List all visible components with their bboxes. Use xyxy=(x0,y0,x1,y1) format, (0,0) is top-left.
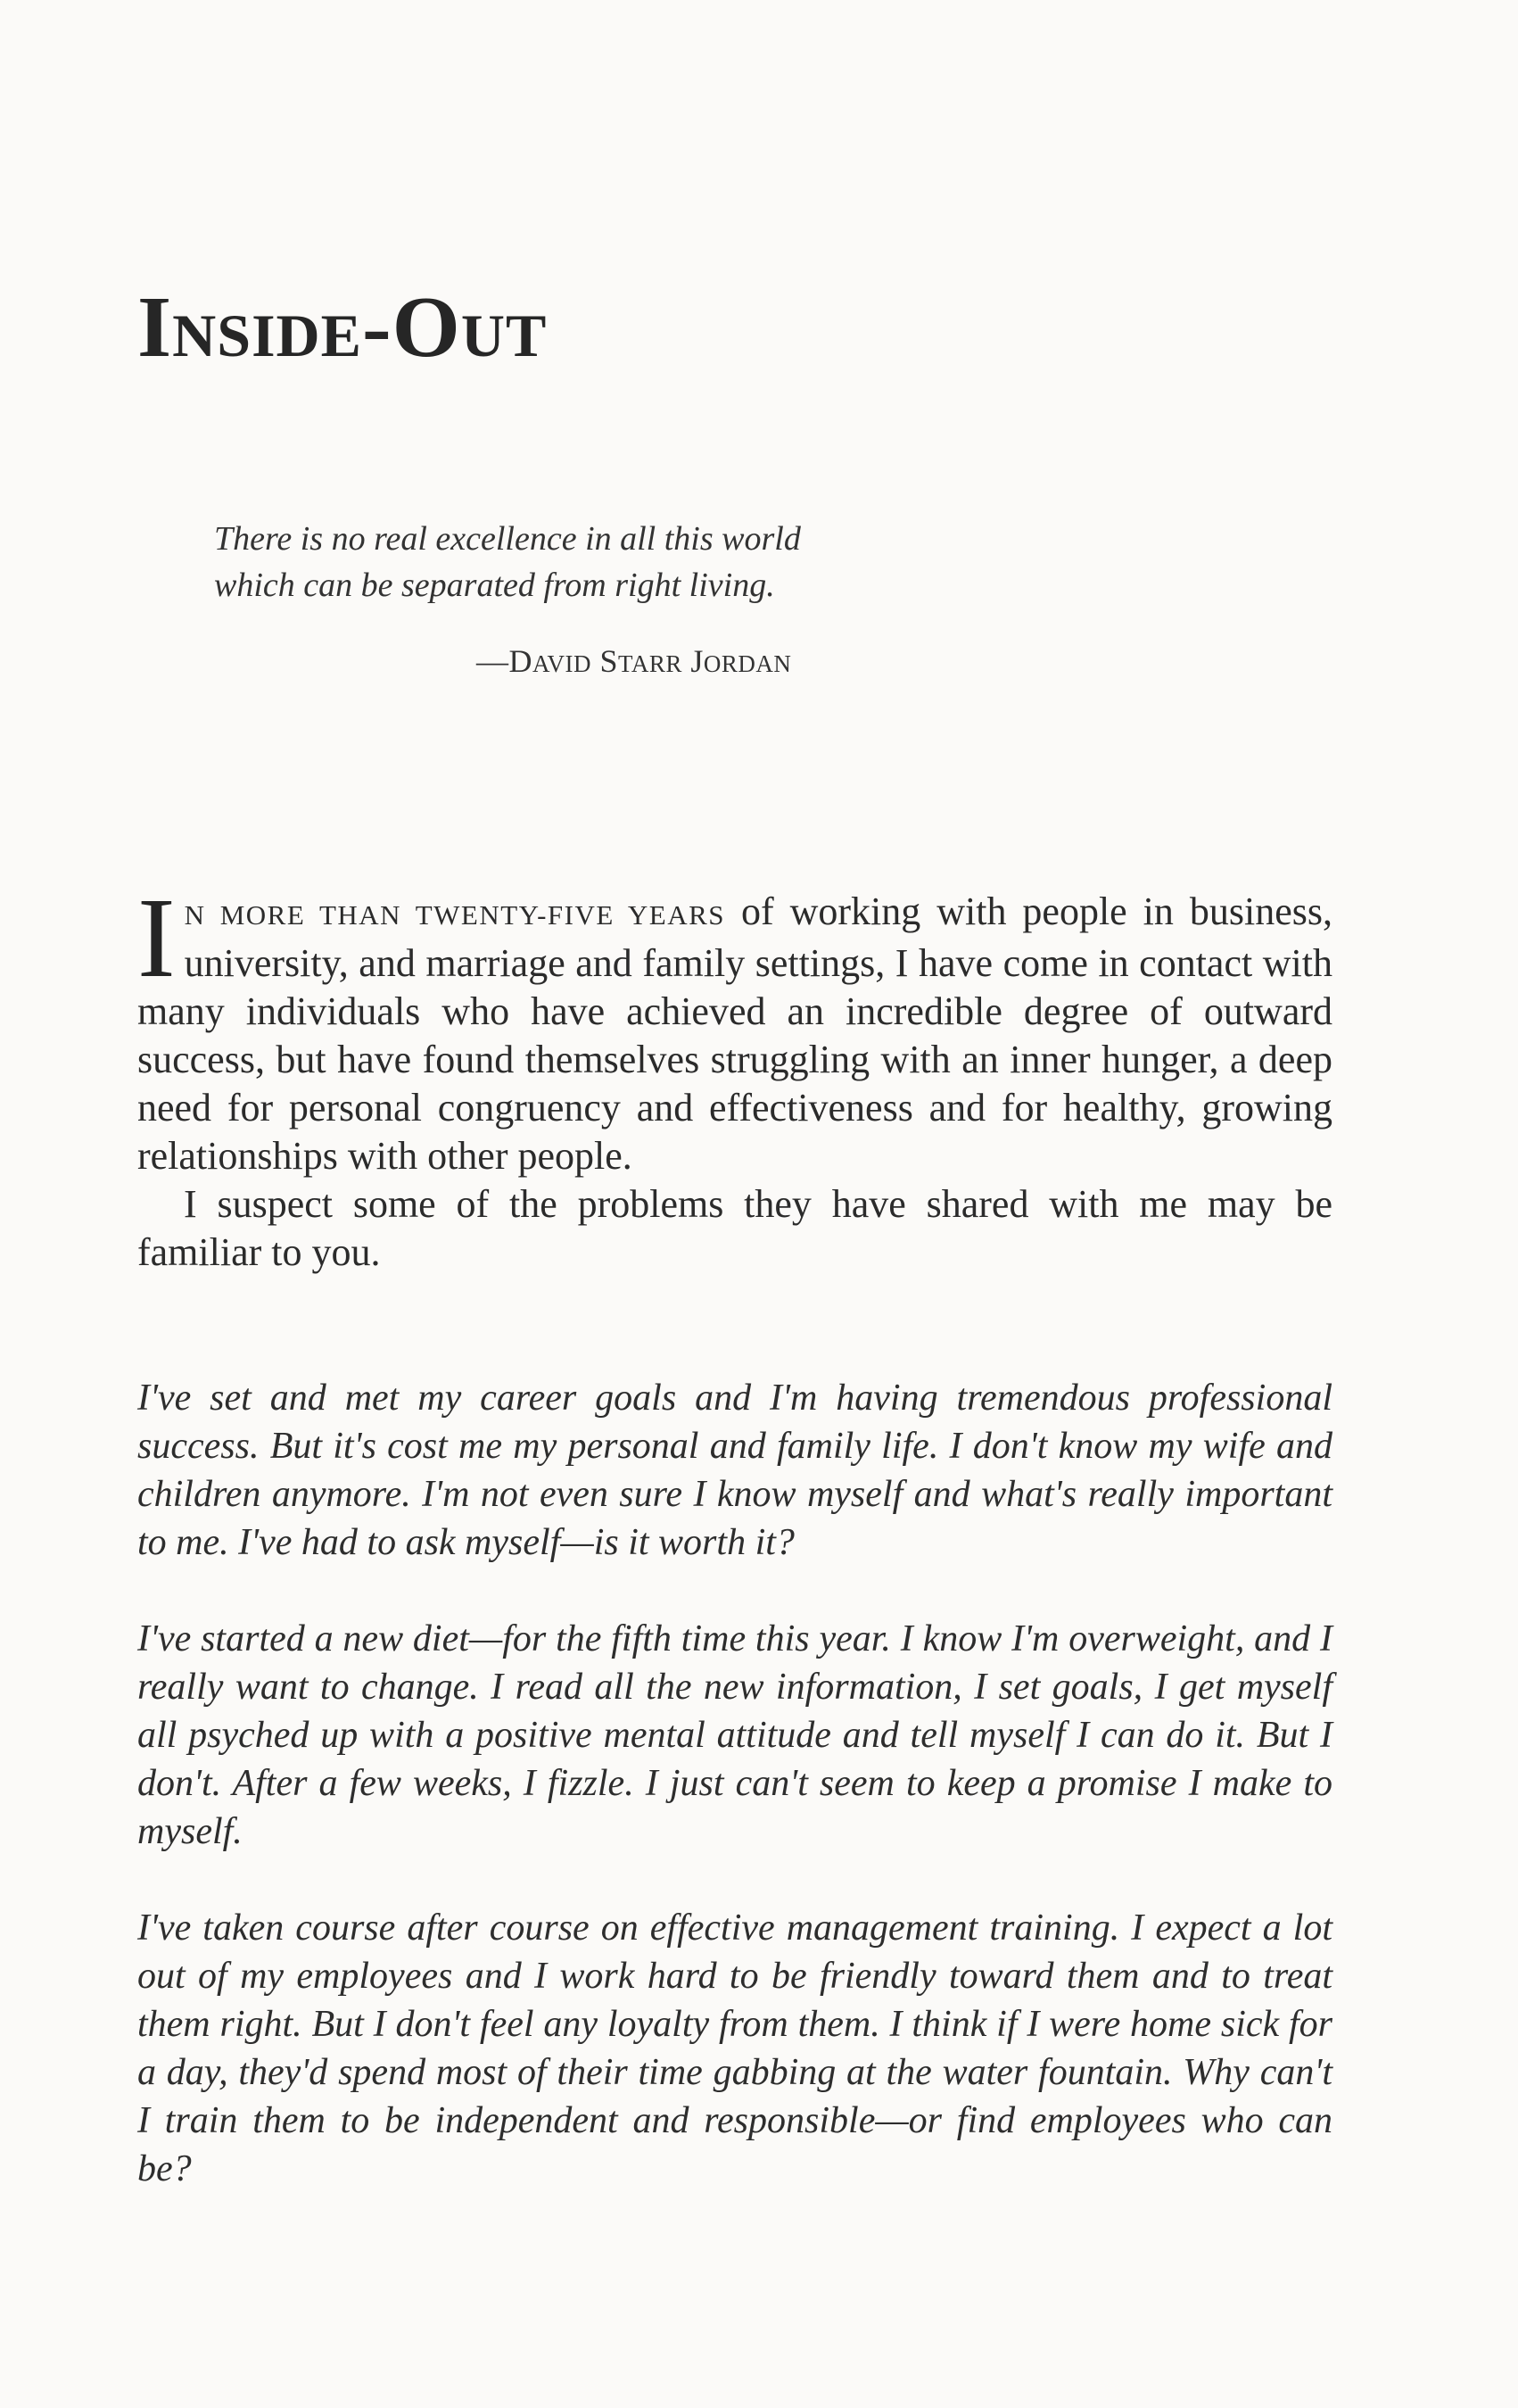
author-last-rest: ORDAN xyxy=(703,650,792,677)
author-middle-rest: TARR xyxy=(618,650,682,677)
chapter-title xyxy=(137,279,548,376)
lead-in-small-caps: N MORE THAN TWENTY-FIVE YEARS xyxy=(184,899,726,931)
paragraph-opening-text: of working with people in business, university, and marriage and family settings, I have come in contact with many individuals who have achieved an incredible degree of outward success, but have found themselves struggling with an inner hunger, a deep need for personal congruency and effectiveness and for healthy, growing relationships with other people. xyxy=(137,890,1332,1178)
author-first-rest: AVID xyxy=(532,650,592,677)
epigraph-quote xyxy=(214,516,892,608)
paragraph-second: I suspect some of the problems they have shared with me may be familiar to you. xyxy=(137,1182,1332,1274)
author-last-initial: J xyxy=(690,643,704,679)
quote-career: I've set and met my career goals and I'm having tremendous professional success. But it's cost me my personal and family life. I don't know my wife and children anymore. I'm not even sure I know myself and what's really important to me. I've had to ask myself—is it worth it? xyxy=(137,1378,1332,1563)
quote-diet: I've started a new diet—for the fifth time this year. I know I'm overweight, and I really want to change. I read all the new information, I set goals, I get myself all psyched up with a positive mental attitude and tell myself I can do it. But I don't. After a few weeks, I fizzle. I just can't seem to keep a promise I make to myself. xyxy=(137,1618,1332,1852)
epigraph-line-1: There is no real excellence in all this world xyxy=(214,520,801,558)
drop-cap: I xyxy=(137,874,176,1001)
title-rest-1: NSIDE xyxy=(172,302,362,369)
attribution-dash: — xyxy=(476,643,509,679)
title-initial-1: I xyxy=(137,279,173,376)
body-text xyxy=(137,874,1332,1277)
epigraph-line-2: which can be separated from right living. xyxy=(214,567,775,604)
author-first-initial: D xyxy=(508,643,532,679)
title-rest-2: UT xyxy=(460,302,548,369)
quote-management: I've taken course after course on effective management training. I expect a lot out of my employees and I work hard to be friendly toward them and to treat them right. But I don't feel any loyalty from them. I think if I were home sick for a day, they'd spend most of their time gabbing at the water fountain. Why can't I train them to be independent and responsible—or find employees who can be? xyxy=(137,1907,1332,2189)
epigraph-attribution xyxy=(476,642,791,680)
problem-quotes xyxy=(137,1374,1332,2241)
title-initial-2: O xyxy=(392,279,461,376)
author-middle-initial: S xyxy=(599,643,619,679)
title-dash: - xyxy=(362,279,392,376)
paragraph-opening xyxy=(137,874,1332,1180)
